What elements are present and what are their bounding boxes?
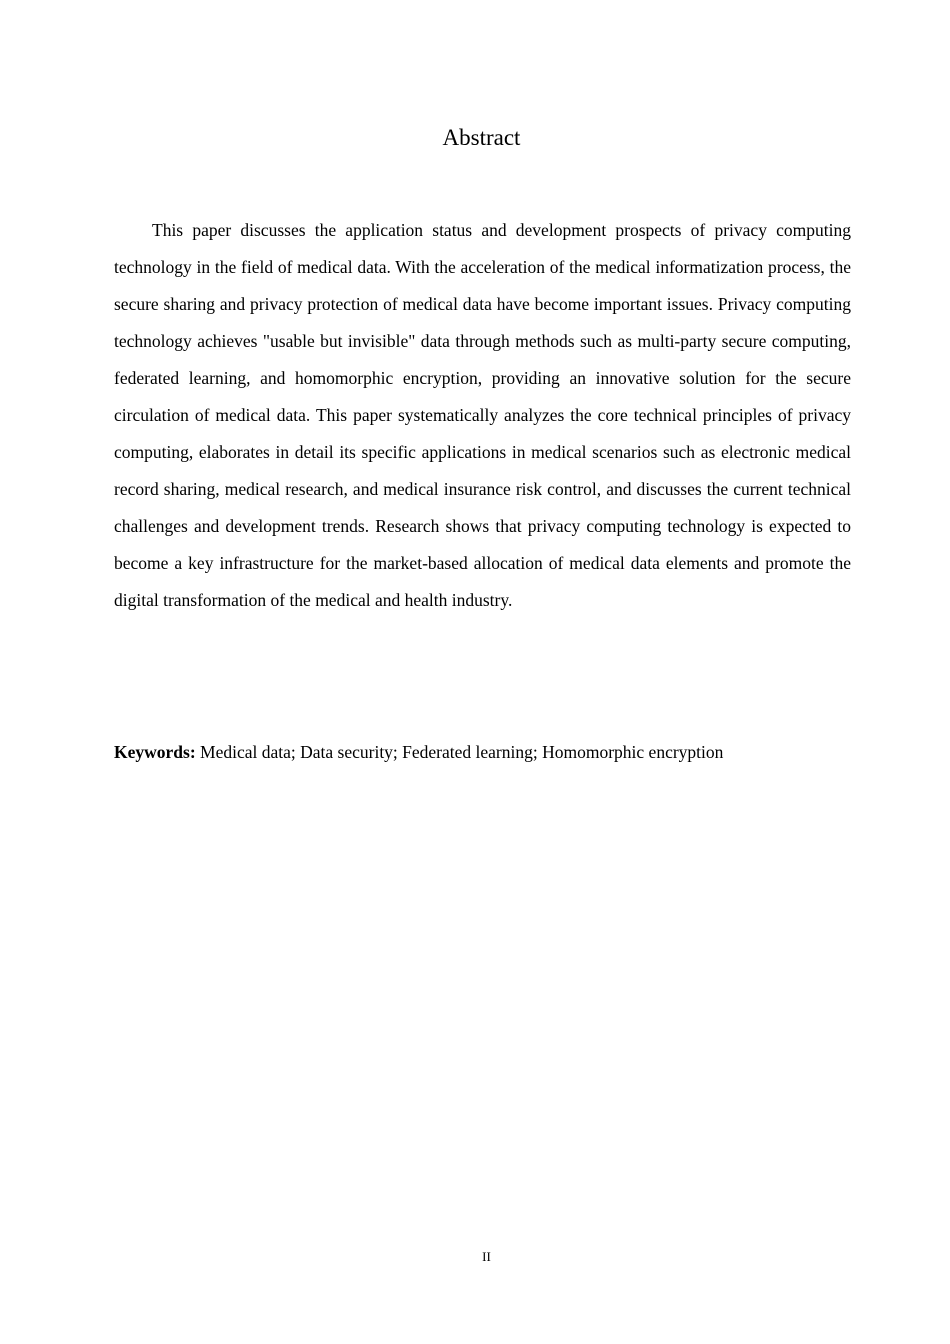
keywords-label: Keywords: [114,742,196,762]
abstract-title: Abstract [442,125,521,150]
keywords-text: Medical data; Data security; Federated learning; Homomorphic encryption [195,742,724,762]
keywords-line [114,734,851,771]
page-number: II [482,1249,491,1264]
abstract-paragraph: This paper discusses the application status and development prospects of privacy computing technology in the field of medical data. With the acceleration of the medical informatization process, the secure sharing and privacy protection of medical data have become important issues. Privacy computing technology achieves "usable but invisible" data through methods such as multi-party secure computing, federated learning, and homomorphic encryption, providing an innovative solution for the secure circulation of medical data. This paper systematically analyzes the core technical principles of privacy computing, elaborates in detail its specific applications in medical scenarios such as electronic medical record sharing, medical research, and medical insurance risk control, and discusses the current technical challenges and development trends. Research shows that privacy computing technology is expected to become a key infrastructure for the market-based allocation of medical data elements and promote the digital transformation of the medical and health industry. [114,220,851,610]
